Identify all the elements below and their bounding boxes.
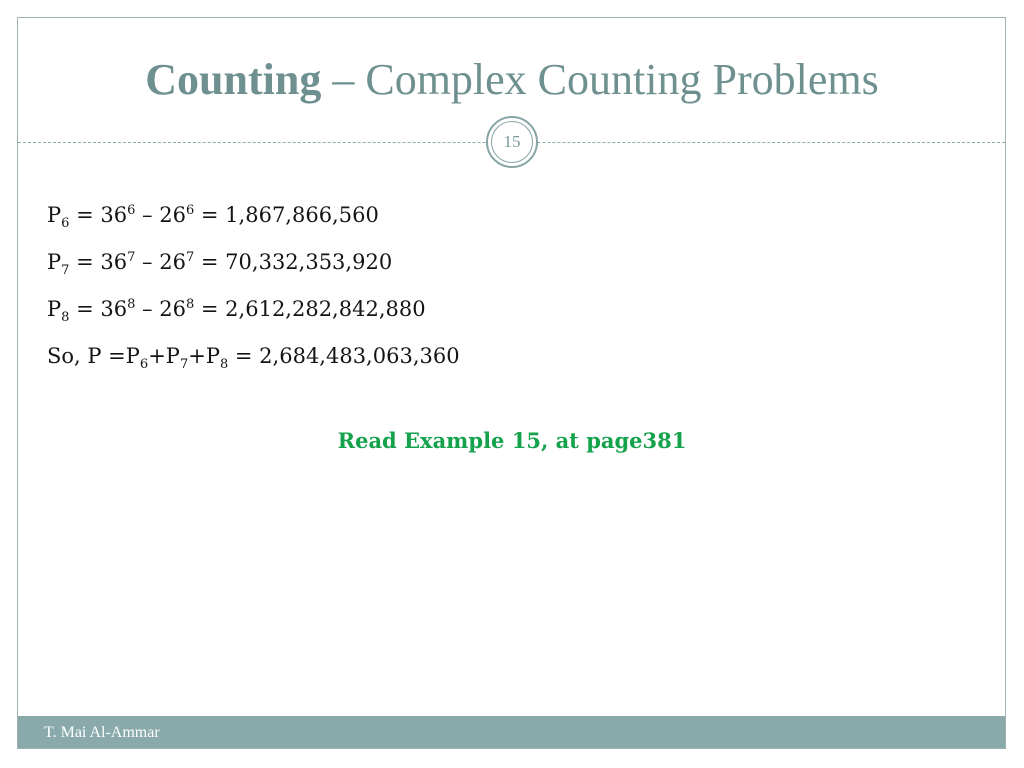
equation-line-p6: [47, 196, 977, 243]
p-subscript: 8: [61, 310, 70, 325]
slide-number: 15: [491, 121, 533, 163]
exponent: 6: [185, 203, 195, 218]
p-subscript: 6: [61, 216, 70, 231]
title-bold: Counting: [145, 55, 322, 104]
footer-bar: [18, 716, 1005, 748]
sum-plus: +P: [148, 344, 180, 368]
reading-note: Read Example 15, at page381: [337, 428, 687, 453]
p-subscript: 7: [179, 357, 189, 372]
p-subscript: 7: [61, 263, 70, 278]
equation-result: = 70,332,353,920: [194, 250, 393, 274]
equation-base: = 36: [69, 203, 128, 227]
title-rest: – Complex Counting Problems: [321, 55, 879, 104]
equation-minus: – 26: [135, 297, 186, 321]
equation-minus: – 26: [135, 203, 186, 227]
equation-base: = 36: [69, 250, 128, 274]
equation-line-p7: [47, 243, 977, 290]
sum-prefix: So, P =P: [47, 344, 140, 368]
exponent: 7: [127, 250, 136, 265]
sum-result: = 2,684,483,063,360: [228, 344, 460, 368]
exponent: 7: [185, 250, 195, 265]
exponent: 6: [127, 203, 136, 218]
exponent: 8: [127, 297, 136, 312]
p-subscript: 6: [139, 357, 149, 372]
p-label: P: [47, 297, 62, 321]
exponent: 8: [185, 297, 195, 312]
slide-number-badge: [486, 116, 538, 168]
equation-minus: – 26: [135, 250, 186, 274]
equation-base: = 36: [69, 297, 128, 321]
equation-line-p8: [47, 290, 977, 337]
sum-plus: +P: [188, 344, 220, 368]
p-label: P: [47, 250, 62, 274]
slide-title: [0, 50, 1024, 110]
footer-author: T. Mai Al-Ammar: [44, 724, 160, 741]
equation-result: = 2,612,282,842,880: [194, 297, 426, 321]
sum-line: [47, 337, 977, 384]
slide-content: [47, 196, 977, 384]
p-label: P: [47, 203, 62, 227]
p-subscript: 8: [219, 357, 229, 372]
equation-result: = 1,867,866,560: [194, 203, 379, 227]
